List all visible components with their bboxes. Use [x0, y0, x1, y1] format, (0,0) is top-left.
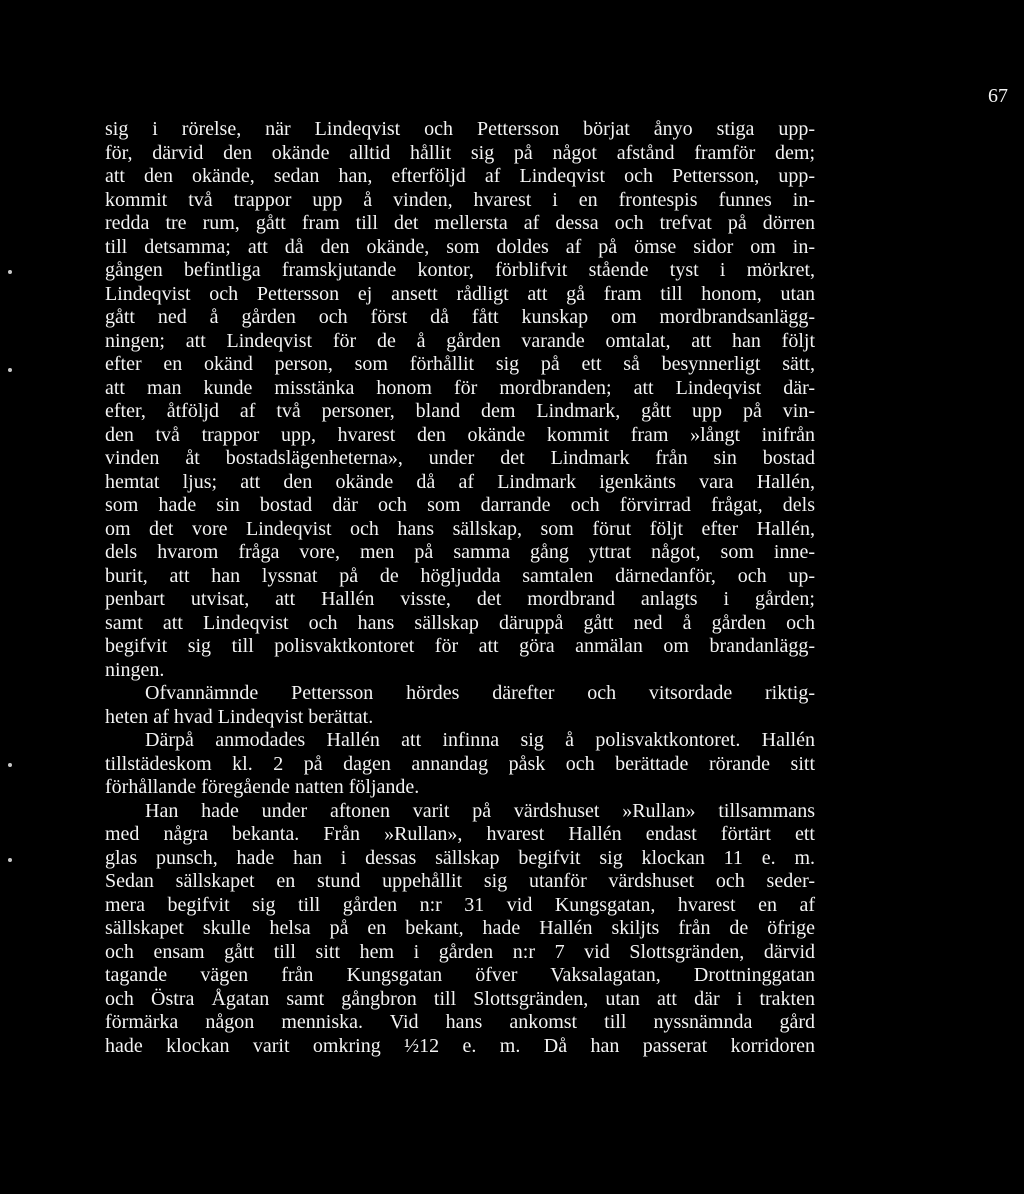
text-line: Han hade under aftonen varit på värdshuset »Rullan» tillsammans	[145, 799, 815, 822]
text-line: penbart utvisat, att Hallén visste, det mordbrand anlagts i gården;	[105, 588, 815, 610]
text-line: den två trappor upp, hvarest den okände kommit fram »långt inifrån	[105, 423, 815, 446]
text-line: och ensam gått till sitt hem i gården n:r 7 vid Slottsgränden, därvid	[105, 940, 815, 963]
text-line: att man kunde misstänka honom för mordbranden; att Lindeqvist där-	[105, 376, 815, 399]
text-line: dels hvarom fråga vore, men på samma gång yttrat något, som inne-	[105, 541, 815, 563]
text-line: ningen.	[105, 658, 165, 681]
text-line: kommit två trappor upp å vinden, hvarest i en frontespis funnes in-	[105, 188, 815, 211]
body-text	[105, 118, 815, 1058]
text-line: gått ned å gården och först då fått kunskap om mordbrandsanlägg-	[105, 306, 815, 328]
text-line: tagande vägen från Kungsgatan öfver Vaksalagatan, Drottninggatan	[105, 964, 815, 986]
text-line: sällskapet skulle helsa på en bekant, hade Hallén skiljts från de öfrige	[105, 917, 815, 939]
text-line: med några bekanta. Från »Rullan», hvarest Hallén endast förtärt ett	[105, 823, 815, 845]
text-line: heten af hvad Lindeqvist berättat.	[105, 705, 374, 728]
text-line: tillstädeskom kl. 2 på dagen annandag påsk och berättade rörande sitt	[105, 752, 815, 775]
page-number: 67	[988, 85, 1008, 107]
text-line: som hade sin bostad där och som darrande och förvirrad frågat, dels	[105, 494, 815, 516]
margin-mark	[8, 270, 12, 274]
text-line: och Östra Ågatan samt gångbron till Slottsgränden, utan att där i trakten	[105, 987, 815, 1010]
text-line: Lindeqvist och Pettersson ej ansett rådligt att gå fram till honom, utan	[105, 282, 815, 305]
text-line: Sedan sällskapet en stund uppehållit sig utanför värdshuset och seder-	[105, 870, 815, 892]
text-line: förmärka någon menniska. Vid hans ankomst till nyssnämnda gård	[105, 1011, 815, 1033]
text-line: samt att Lindeqvist och hans sällskap däruppå gått ned å gården och	[105, 611, 815, 634]
margin-mark	[8, 858, 12, 862]
text-line: burit, att han lyssnat på de högljudda samtalen därnedanför, och up-	[105, 564, 815, 587]
text-line: för, därvid den okände alltid hållit sig på något afstånd framför dem;	[105, 141, 815, 164]
text-line: hade klockan varit omkring ½12 e. m. Då han passerat korridoren	[105, 1034, 815, 1057]
text-line: om det vore Lindeqvist och hans sällskap, som förut följt efter Hallén,	[105, 517, 815, 540]
text-line: gången befintliga framskjutande kontor, förblifvit stående tyst i mörkret,	[105, 259, 815, 281]
text-line: förhållande föregående natten följande.	[105, 776, 420, 798]
text-line: redda tre rum, gått fram till det mellersta af dessa och trefvat på dörren	[105, 212, 815, 234]
margin-mark	[8, 763, 12, 767]
text-line: Därpå anmodades Hallén att infinna sig å polisvaktkontoret. Hallén	[145, 729, 815, 751]
text-line: Ofvannämnde Pettersson hördes därefter och vitsordade riktig-	[145, 682, 815, 704]
text-line: efter en okänd person, som förhållit sig på ett så besynnerligt sätt,	[105, 353, 815, 375]
margin-mark	[8, 368, 12, 372]
text-line: vinden åt bostadslägenheterna», under det Lindmark från sin bostad	[105, 447, 815, 469]
text-line: att den okände, sedan han, efterföljd af Lindeqvist och Pettersson, upp-	[105, 165, 815, 187]
text-line: ningen; att Lindeqvist för de å gården varande omtalat, att han följt	[105, 329, 815, 352]
text-line: efter, åtföljd af två personer, bland dem Lindmark, gått upp på vin-	[105, 400, 815, 422]
text-line: glas punsch, hade han i dessas sällskap begifvit sig klockan 11 e. m.	[105, 846, 815, 869]
text-line: sig i rörelse, när Lindeqvist och Pettersson börjat ånyo stiga upp-	[105, 118, 815, 140]
text-line: till detsamma; att då den okände, som doldes af på ömse sidor om in-	[105, 235, 815, 258]
text-line: begifvit sig till polisvaktkontoret för att göra anmälan om brandanlägg-	[105, 635, 815, 657]
text-line: hemtat ljus; att den okände då af Lindmark igenkänts vara Hallén,	[105, 470, 815, 493]
text-line: mera begifvit sig till gården n:r 31 vid Kungsgatan, hvarest en af	[105, 893, 815, 916]
